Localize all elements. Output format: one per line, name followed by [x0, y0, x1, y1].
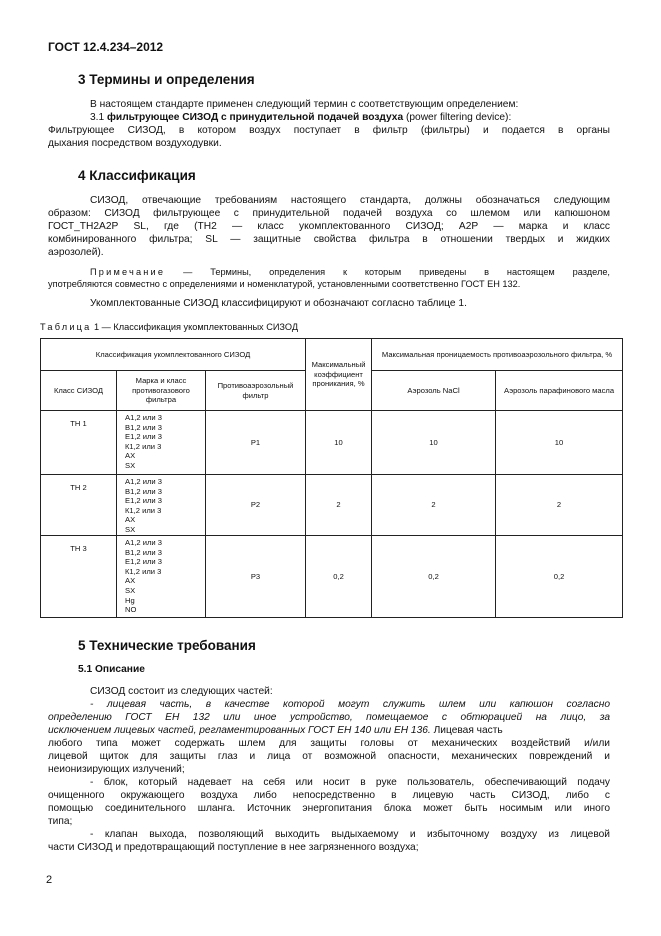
note-text-1: — Термины, определения к которым приведены в настоящем разделе, [183, 267, 610, 277]
grade-item: SX [125, 524, 136, 534]
grade-item: Hg [125, 595, 135, 605]
section-4-paragraph-line-2: образом: СИЗОД фильтрующее с принудительной подачей воздуха со шлемом или капюшоном [48, 208, 610, 219]
subsection-5-1-title: 5.1 Описание [78, 664, 145, 675]
table-header-class: Класс СИЗОД [41, 371, 117, 411]
row-paraffin: 2 [496, 475, 623, 536]
item-1-line-5: лицевой щиток для защиты глаз и лица от возможной опасности, механических повреждений и [48, 751, 610, 762]
grade-item: В1,2 или 3 [125, 547, 162, 557]
note-line-1 [90, 266, 610, 278]
grade-item: К1,2 или 3 [125, 441, 162, 451]
row-class: ТН 3 [41, 536, 117, 618]
section-4-paragraph-line-1: СИЗОД, отвечающие требованиям настоящего стандарта, должны обозначаться следующим [90, 195, 610, 206]
item-1-line-6: неионизирующих излучений; [48, 764, 185, 775]
note-label: Примечание [90, 267, 166, 277]
row-class: ТН 2 [41, 475, 117, 536]
item-2-line-1: - блок, который надевает на себя или носит в руке пользователь, обеспечивающий подачу [90, 777, 610, 788]
grade-item: АХ [125, 451, 136, 461]
section-5-intro: СИЗОД состоит из следующих частей: [90, 686, 273, 697]
row-gas-grades [117, 411, 206, 475]
table-caption-text: 1 — Классификация укомплектованных СИЗОД [94, 322, 299, 332]
grade-item: А1,2 или 3 [125, 477, 162, 486]
grade-item: В1,2 или 3 [125, 486, 162, 496]
item-1-line-2 [48, 711, 610, 724]
row-gas-grades [117, 475, 206, 536]
term-name: фильтрующее СИЗОД с принудительной подачей воздуха [107, 112, 404, 123]
grade-item: К1,2 или 3 [125, 566, 162, 576]
table-header-aerosol-filter: Противоаэрозольный фильтр [206, 371, 306, 411]
item-3-line-1: - клапан выхода, позволяющий выходить выдыхаемому и избыточному воздуху из лицевой [90, 829, 610, 840]
classification-table [40, 338, 623, 618]
item-1-text-3: исключением лицевых частей, регламентированных ГОСТ ЕН 140 или ЕН 136. [48, 725, 431, 736]
section-4-paragraph-line-4: комбинированного фильтра; SL — защитные свойства фильтра в отношении твердых и жидких [48, 234, 610, 245]
table-header-max-perm: Максимальная проницаемость противоаэрозольного фильтра, % [372, 339, 623, 371]
grade-item: Е1,2 или 3 [125, 432, 162, 442]
item-2-line-3: помощью соединительного шланга. Источник энергопитания блока может быть носимым или иного [48, 803, 610, 814]
table-header-nacl: Аэрозоль NaCl [372, 371, 496, 411]
grade-item: А1,2 или 3 [125, 413, 162, 422]
row-aerosol-filter: Р2 [206, 475, 306, 536]
term-definition-line-2: дыхания посредством воздуходувки. [48, 138, 222, 149]
table-header-gas-grade: Марка и класс противогазового фильтра [117, 371, 206, 411]
document-code-header: ГОСТ 12.4.234–2012 [48, 40, 164, 54]
item-1-text-2: определению ГОСТ ЕН 132 или иное устройство, помещаемое с обтюрацией на лицо, за [48, 712, 610, 723]
term-3-1 [90, 111, 511, 124]
row-aerosol-filter: Р1 [206, 411, 306, 475]
row-max-coeff: 10 [306, 411, 372, 475]
row-aerosol-filter: Р3 [206, 536, 306, 618]
item-1-text-1: - лицевая часть, в качестве которой могут служить шлем или капюшон согласно [90, 699, 610, 710]
section-3-intro: В настоящем стандарте применен следующий термин с соответствующим определением: [90, 99, 519, 110]
item-1-line-1 [90, 698, 610, 711]
row-nacl: 0,2 [372, 536, 496, 618]
section-4-paragraph-line-5: аэрозолей). [48, 247, 104, 258]
row-paraffin: 10 [496, 411, 623, 475]
table-row [41, 475, 623, 536]
grade-item: АХ [125, 515, 136, 525]
grade-item: А1,2 или 3 [125, 538, 162, 547]
table-group-header: Классификация укомплектованного СИЗОД [41, 339, 306, 371]
section-3-title: 3 Термины и определения [78, 72, 255, 87]
table-header-paraffin: Аэрозоль парафинового масла [496, 371, 623, 411]
section-5-title: 5 Технические требования [78, 638, 256, 653]
section-4-table-ref: Укомплектованные СИЗОД классифицируют и обозначают согласно таблице 1. [90, 298, 467, 309]
row-nacl: 10 [372, 411, 496, 475]
table-caption-label: Таблица [40, 322, 92, 332]
term-number: 3.1 [90, 112, 105, 123]
row-max-coeff: 0,2 [306, 536, 372, 618]
grade-item: Е1,2 или 3 [125, 557, 162, 567]
grade-item: SX [125, 585, 136, 595]
table-caption [40, 322, 298, 332]
table-row [41, 411, 623, 475]
section-4-title: 4 Классификация [78, 168, 196, 183]
table-header-max-coeff: Максимальный коэффициент проникания, % [306, 339, 372, 411]
term-definition-line-1: Фильтрующее СИЗОД, в котором воздух поступает в фильтр (фильтры) и подается в органы [48, 125, 610, 136]
grade-item: SX [125, 460, 136, 470]
item-1-line-3 [48, 724, 503, 737]
row-nacl: 2 [372, 475, 496, 536]
table-row [41, 536, 623, 618]
grade-item: Е1,2 или 3 [125, 496, 162, 506]
item-1-line-4: любого типа может содержать шлем для защиты головы от механических воздействий и/или [48, 738, 610, 749]
row-class: ТН 1 [41, 411, 117, 475]
term-english: (power filtering device): [405, 112, 512, 123]
grade-item: АХ [125, 576, 136, 586]
row-max-coeff: 2 [306, 475, 372, 536]
note-line-2: употребляются совместно с определениями и номенклатурой, установленными соответственно ГОСТ ЕН 132. [48, 279, 521, 289]
section-4-paragraph-line-3: ГОСТ_ТН2А2Р SL, где (ТН2 — класс укомплектованного СИЗОД; А2Р — марка и класс [48, 221, 610, 232]
item-1-text-3-tail: Лицевая часть [430, 725, 503, 736]
grade-item: NO [125, 605, 137, 615]
row-gas-grades [117, 536, 206, 618]
item-2-line-2: очищенного окружающего воздуха либо непосредственно в лицевую часть СИЗОД, либо с [48, 790, 610, 801]
item-2-line-4: типа; [48, 816, 73, 827]
grade-item: К1,2 или 3 [125, 505, 162, 515]
row-paraffin: 0,2 [496, 536, 623, 618]
item-3-line-2: части СИЗОД и предотвращающий поступление в нее загрязненного воздуха; [48, 842, 419, 853]
page-number: 2 [46, 874, 53, 886]
grade-item: В1,2 или 3 [125, 422, 162, 432]
